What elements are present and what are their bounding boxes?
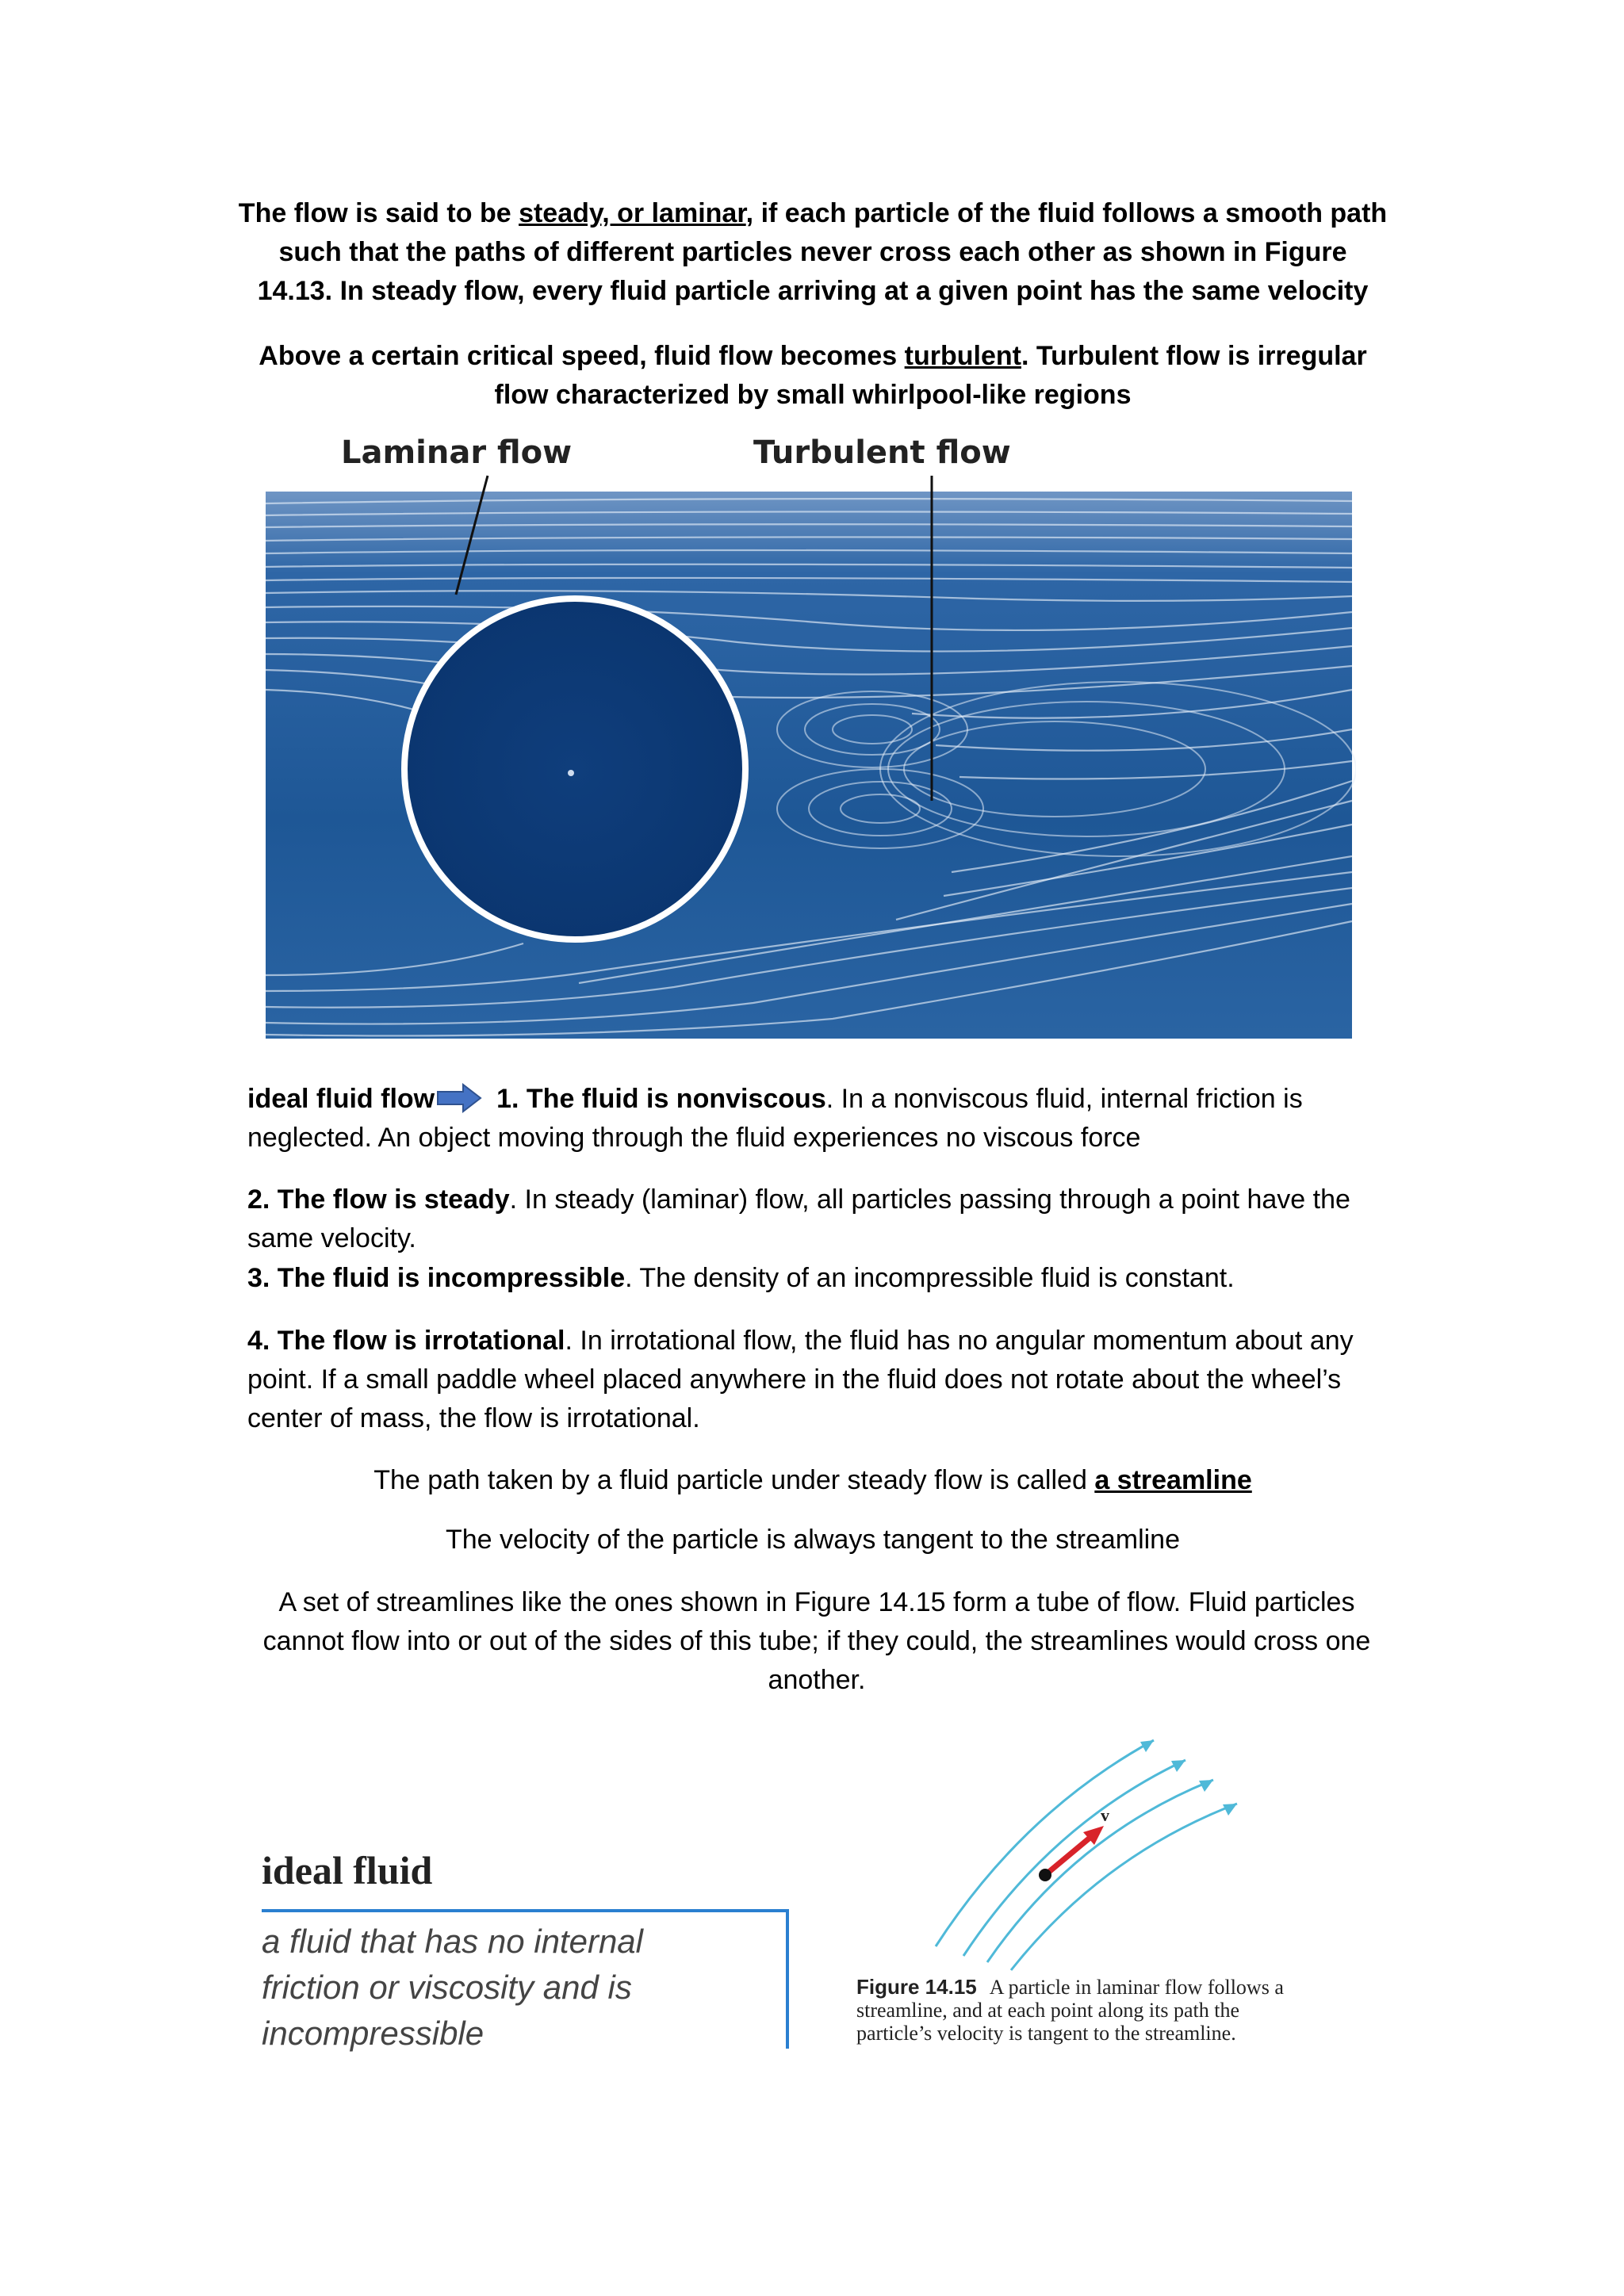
caption-label: Figure 14.15 [856,1975,977,1999]
turbulent-flow-label: Turbulent flow [753,434,1011,471]
ideal-flow-item3: 3. The fluid is incompressible. The density of an incompressible fluid is constant. [247,1263,1235,1293]
streamline-tangent: The velocity of the particle is always tangent to the streamline [445,1525,1181,1555]
term-steady-laminar: steady, or laminar [519,198,746,228]
velocity-symbol: v [1101,1805,1109,1825]
definition-rule-top [262,1909,789,1912]
streamline-figure [904,1724,1269,1978]
term-turbulent: turbulent [904,341,1021,371]
laminar-flow-label: Laminar flow [341,434,573,471]
streamline-definition: The path taken by a fluid particle under steady flow is called a streamline [373,1465,1252,1495]
flow-figure [262,428,1356,1047]
intro-paragraph-turbulent: Above a certain critical speed, fluid flow becomes turbulent. Turbulent flow is irregular flow characterized by small whirlpool-like regions [259,341,1367,410]
ideal-flow-item4: 4. The flow is irrotational. In irrotational flow, the fluid has no angular momentum about any point. If a small paddle wheel placed anywhere in the fluid does not rotate about the wheel’s center of mass, the flow is irrotational. [247,1326,1354,1433]
definition-text: a fluid that has no internal friction or viscosity and is incompressible [262,1923,643,2052]
caption-text: A particle in laminar flow follows a streamline, and at each point along its path the particle’s velocity is tangent to the streamline. [856,1976,1284,2045]
ideal-flow-item1: ideal fluid flow 1. The fluid is nonviscous. In a nonviscous fluid, internal friction is neglected. An object moving through the fluid experiences no viscous force [247,1084,1303,1153]
ideal-fluid-definition-box [254,1839,793,2053]
definition-rule-right [786,1909,789,2049]
right-arrow-icon [436,1082,482,1114]
term-streamline: a streamline [1094,1465,1252,1495]
ideal-flow-lead: ideal fluid flow [247,1084,435,1114]
ideal-flow-item2: 2. The flow is steady. In steady (laminar) flow, all particles passing through a point have the same velocity. [247,1184,1350,1253]
intro-paragraph-steady: The flow is said to be steady, or laminar, if each particle of the fluid follows a smooth path such that the paths of different particles never cross each other as shown in Figure 14.13. In steady flow, every fluid particle arriving at a given point has the same velocity [238,198,1388,306]
figure-1415-caption [856,1976,1316,2045]
definition-title: ideal fluid [262,1848,433,1892]
flow-image [262,428,1356,1047]
tube-of-flow-paragraph: A set of streamlines like the ones shown in Figure 14.15 form a tube of flow. Fluid particles cannot flow into or out of the sides of this tube; if they could, the streamlines would cross one another. [262,1587,1371,1695]
